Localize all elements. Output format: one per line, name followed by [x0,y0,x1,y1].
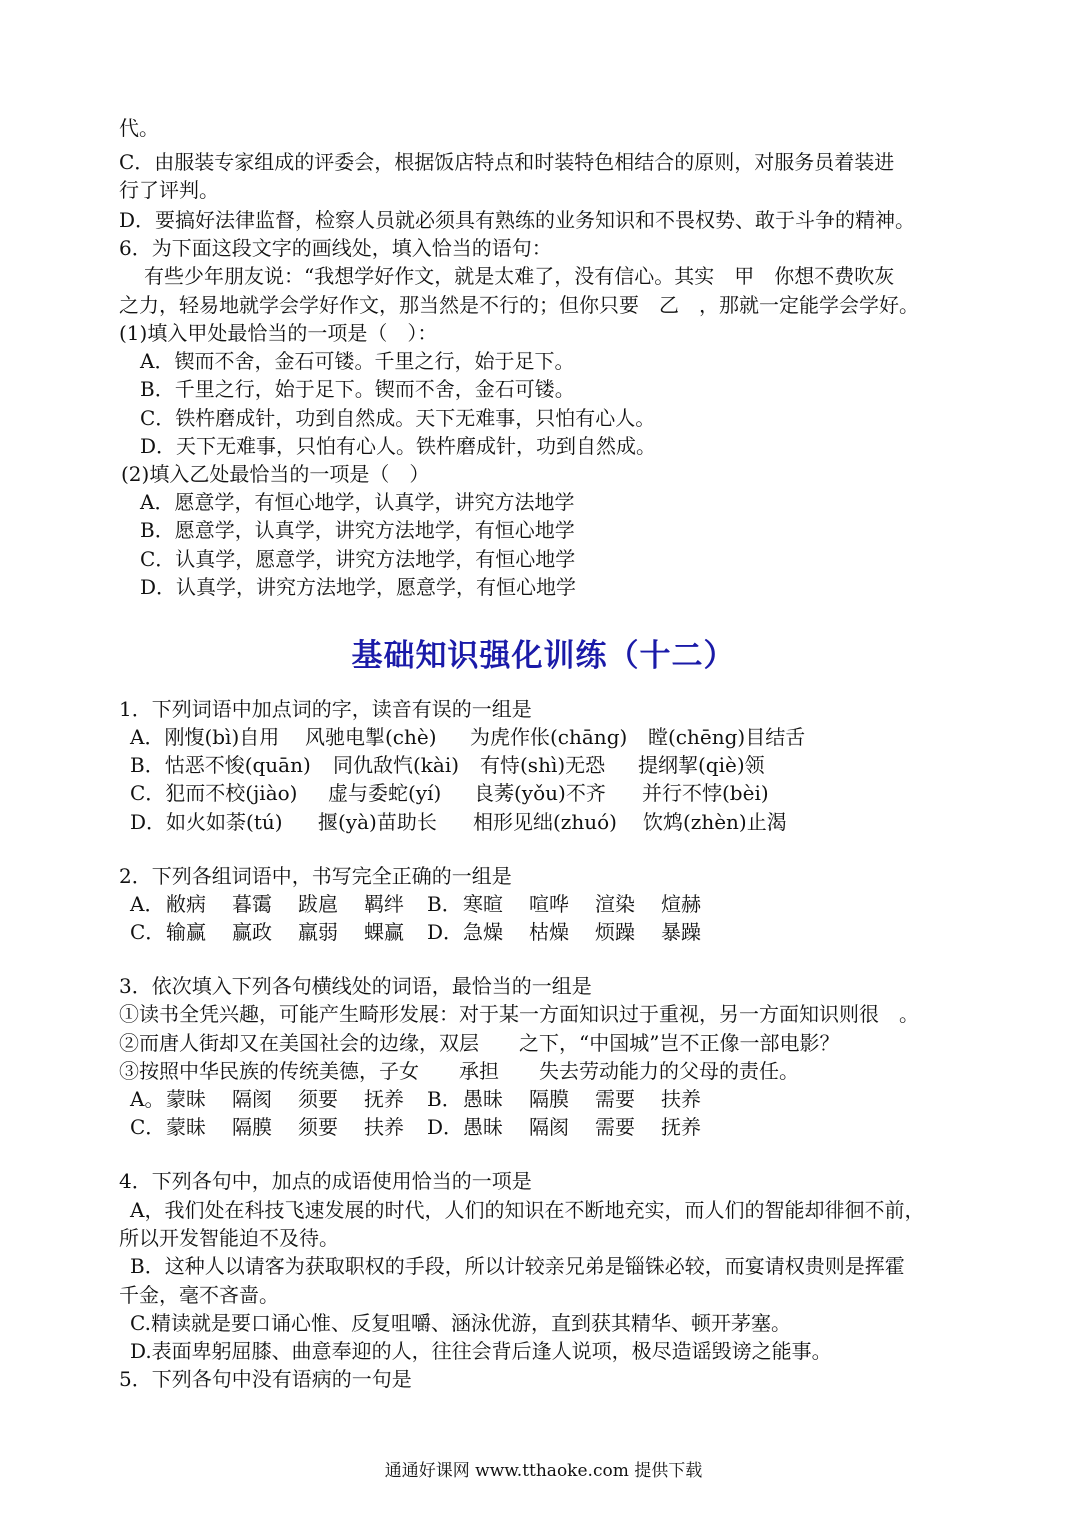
q1-c-word1: C．犯而不校(jiào) [130,781,298,805]
q1-b-word1: B．怙恶不悛(quān) [130,753,311,777]
prev-option-c-line1: C．由服装专家组成的评委会，根据饭店特点和时装特色相结合的原则，对服务员着装进 [119,150,895,174]
q2-word: 跋扈 [298,892,338,916]
q3-label-d: D． [427,1115,464,1139]
q3-word: 须要 [298,1087,338,1111]
q3-word: 蒙昧 [166,1115,206,1139]
q2-word: 喧哗 [529,892,569,916]
q1-d-word1: D．如火如荼(tú) [130,810,283,834]
question-5-stem: 5．下列各句中没有语病的一句是 [119,1367,412,1391]
q3-sentence-1: ①读书全凭兴趣，可能产生畸形发展：对于某一方面知识过于重视，另一方面知识则很 。 [119,1002,919,1026]
q2-label-b: B． [427,892,462,916]
q3-row-2 [130,1113,701,1141]
q2-word: 暮霭 [232,892,272,916]
q6-sub1-option-b: B．千里之行，始于足下。锲而不舍，金石可镂。 [140,377,575,401]
q4-option-a-line1: A，我们处在科技飞速发展的时代，人们的知识在不断地充实，而人们的智能却徘徊不前， [130,1198,925,1222]
prev-option-c-line2: 行了评判。 [119,178,219,202]
q3-word: 隔膜 [232,1115,272,1139]
q6-sub1-option-d: D．天下无难事，只怕有心人。铁杵磨成针，功到自然成。 [140,434,657,458]
q6-sub1-option-c: C．铁杵磨成针，功到自然成。天下无难事，只怕有心人。 [140,406,656,430]
q1-a-word2: 风驰电掣(chè) [305,725,437,749]
question-3-stem: 3．依次填入下列各句横线处的词语，最恰当的一组是 [119,974,592,998]
q3-word: 蒙昧 [166,1087,206,1111]
q1-option-b [130,751,765,779]
q4-option-a-line2: 所以开发智能迫不及待。 [119,1226,339,1250]
q2-word: 输赢 [166,920,206,944]
q3-word: 愚昧 [463,1115,503,1139]
q2-word: 赢政 [232,920,272,944]
page-footer: 通通好课网 www.tthaoke.com 提供下载 [384,1461,703,1481]
q4-option-d: D.表面卑躬屈膝、曲意奉迎的人，往往会背后逢人说项，极尽造谣毁谤之能事。 [130,1339,832,1363]
q3-word: 愚昧 [463,1087,503,1111]
q2-word: 寒暄 [463,892,503,916]
q1-b-word3: 有恃(shì)无恐 [480,753,606,777]
q1-option-a [130,723,805,751]
q3-sentence-3: ③按照中华民族的传统美德，子女 承担 失去劳动能力的父母的责任。 [119,1059,799,1083]
q2-word: 渲染 [595,892,635,916]
prev-tail-line: 代。 [119,116,159,140]
q3-word: 扶养 [661,1087,701,1111]
question-6-sub1: (1)填入甲处最恰当的一项是（ ）： [119,321,438,345]
q1-b-word4: 提纲挈(qiè)领 [638,753,765,777]
section-title: 基础知识强化训练（十二） [351,638,736,674]
q1-c-word3: 良莠(yǒu)不齐 [474,781,606,805]
q1-c-word2: 虚与委蛇(yí) [328,781,442,805]
q6-sub2-option-d: D．认真学，讲究方法地学，愿意学，有恒心地学 [140,575,577,599]
q3-word: 扶养 [364,1115,404,1139]
q3-label-a: A。 [130,1087,165,1111]
q3-word: 隔阂 [232,1087,272,1111]
question-6-stem: 6．为下面这段文字的画线处，填入恰当的语句： [119,236,552,260]
q1-d-word3: 相形见绌(zhuó) [473,810,617,834]
q6-sub1-option-a: A．锲而不舍，金石可镂。千里之行，始于足下。 [140,349,575,373]
q1-d-word2: 揠(yà)苗助长 [318,810,437,834]
q2-row-1 [130,890,701,918]
q2-word: 急燥 [463,920,503,944]
q3-row-1 [130,1085,701,1113]
question-6-paragraph-line1: 有些少年朋友说：“我想学好作文，就是太难了，没有信心。其实 甲 你想不费吹灰 [144,264,895,288]
question-6-paragraph-line2: 之力，轻易地就学会学好作文，那当然是不行的；但你只要 乙 ，那就一定能学会学好。 [119,293,919,317]
q4-option-b-line2: 千金，毫不吝啬。 [119,1283,279,1307]
q1-d-word4: 饮鸩(zhèn)止渴 [643,810,787,834]
q1-option-d [130,808,787,836]
q2-label-a: A． [130,892,165,916]
q3-word: 抚养 [364,1087,404,1111]
question-6-sub2: (2)填入乙处最恰当的一项是（ ） [121,462,430,486]
q3-word: 须要 [298,1115,338,1139]
q6-sub2-option-b: B．愿意学，认真学，讲究方法地学，有恒心地学 [140,518,575,542]
q3-label-b: B． [427,1087,462,1111]
prev-option-d: D．要搞好法律监督，检察人员就必须具有熟练的业务知识和不畏权势、敢于斗争的精神。 [119,208,916,232]
question-2-stem: 2．下列各组词语中，书写完全正确的一组是 [119,864,512,888]
q4-option-b-line1: B．这种人以请客为获取职权的手段，所以计较亲兄弟是锱铢必较，而宴请权贵则是挥霍 [130,1254,905,1278]
q2-word: 暴躁 [661,920,701,944]
q6-sub2-option-c: C．认真学，愿意学，讲究方法地学，有恒心地学 [140,547,576,571]
q1-b-word2: 同仇敌忾(kài) [333,753,460,777]
q2-word: 煊赫 [661,892,701,916]
q2-label-c: C． [130,920,166,944]
q3-word: 隔膜 [529,1087,569,1111]
q2-word: 羁绊 [364,892,404,916]
q3-word: 隔阂 [529,1115,569,1139]
q2-row-2 [130,918,701,946]
question-1-stem: 1．下列词语中加点词的字，读音有误的一组是 [119,697,532,721]
q3-word: 需要 [595,1115,635,1139]
q1-option-c [130,779,769,807]
q2-word: 枯燥 [529,920,569,944]
q2-label-d: D． [427,920,464,944]
q3-label-c: C． [130,1115,166,1139]
q3-sentence-2: ②而唐人街却又在美国社会的边缘，双层 之下，“中国城”岂不正像一部电影？ [119,1031,840,1055]
q3-word: 抚养 [661,1115,701,1139]
q1-c-word4: 并行不悖(bèi) [642,781,769,805]
q2-word: 蜾赢 [364,920,404,944]
question-4-stem: 4．下列各句中，加点的成语使用恰当的一项是 [119,1169,532,1193]
q1-a-word4: 瞠(chēng)目结舌 [648,725,806,749]
q2-word: 敝病 [166,892,206,916]
q2-word: 烦躁 [595,920,635,944]
q4-option-c: C.精读就是要口诵心惟、反复咀嚼、涵泳优游，直到获其精华、顿开茅塞。 [130,1311,791,1335]
q1-a-word3: 为虎作伥(chāng) [470,725,628,749]
q2-word: 羸弱 [298,920,338,944]
q6-sub2-option-a: A．愿意学，有恒心地学，认真学，讲究方法地学 [140,490,575,514]
q1-a-word1: A．刚愎(bì)自用 [130,725,280,749]
q3-word: 需要 [595,1087,635,1111]
